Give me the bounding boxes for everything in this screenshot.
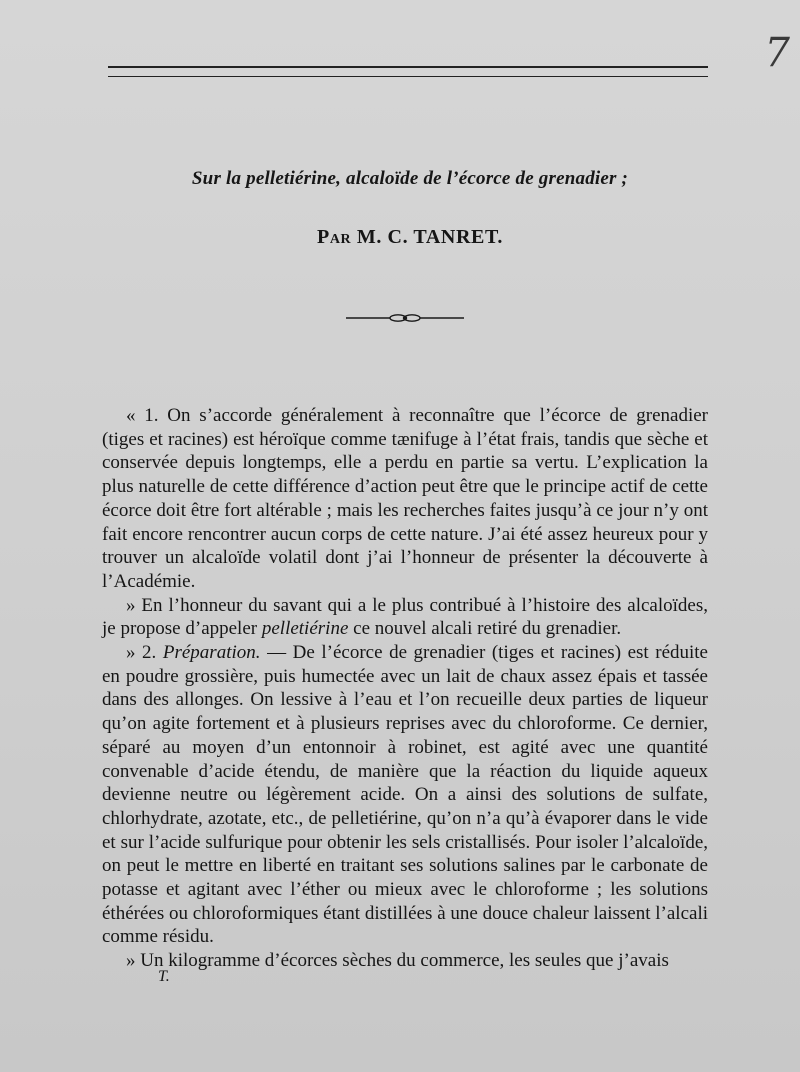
body-paragraph xyxy=(102,404,708,594)
ornamental-rule-icon xyxy=(346,312,464,324)
paragraph-text: » 2. xyxy=(126,642,163,664)
italic-term: pelletiérine xyxy=(261,618,349,640)
page-number: 7 xyxy=(764,30,790,76)
article-body xyxy=(102,404,708,973)
paragraph-text: ce nouvel alcali retiré du grenadier. xyxy=(348,618,622,640)
italic-term: Préparation. xyxy=(162,642,261,664)
body-paragraph xyxy=(102,949,708,973)
paragraph-text: — De l’écorce de grenadier (tiges et racines) est réduite en poudre grossière, puis humectée avec un lait de chaux assez épais et tassée dans des allonges. On lessive à l’eau et l’on recueille deux parties de liqueur qu’on agite fortement et à plusieurs reprises avec du chloroforme. Ce dernier, séparé au moyen d’un entonnoir à robinet, est agité avec une quantité convenable d’acide étendu, de manière que la réaction du liquide aqueux devienne neutre ou légèrement acide. On a ainsi des solutions de sulfate, chlorhydrate, azotate, etc., de pelletiérine, qu’on n’a qu’à évaporer dans le vide et sur l’acide sulfurique pour obtenir les sels cristallisés. Pour isoler l’alcaloïde, on peut le mettre en liberté en traitant ses solutions salines par le carbonate de potasse et agitant avec l’éther ou mieux avec le chloroforme ; les solutions éthérées ou chloroformiques étant distillées à une douce chaleur laissent l’alcali comme résidu. xyxy=(102,642,708,948)
paragraph-text: » Un kilogramme d’écorces sèches du commerce, les seules que j’avais xyxy=(126,950,669,972)
body-paragraph xyxy=(102,641,708,949)
author-name: M. C. TANRET. xyxy=(356,226,503,248)
author-prefix: Par xyxy=(317,226,352,248)
paragraph-text: » En l’honneur du savant qui a le plus contribué à l’histoire des alcaloïdes, je propose d’appeler xyxy=(102,594,708,640)
header-double-rule xyxy=(108,66,708,77)
article-title: Sur la pelletiérine, alcaloïde de l’écorce de grenadier ; xyxy=(191,168,629,189)
signature-mark: T. xyxy=(158,968,170,985)
body-paragraph xyxy=(102,594,708,641)
article-author xyxy=(100,226,720,249)
paragraph-text: « 1. On s’accorde généralement à reconnaître que l’écorce de grenadier (tiges et racines) est héroïque comme tænifuge à l’état frais, tandis que sèche et conservée depuis longtemps, elle a perdu en partie sa vertu. L’explication la plus naturelle de cette différence d’action peut être que le principe actif de cette écorce doit être fort altérable ; mais les recherches faites jusqu’à ce jour n’y ont fait encore rencontrer aucun corps de cette nature. J’ai été assez heureux pour y trouver un alcaloïde volatil dont j’ai l’honneur de présenter la découverte à l’Académie. xyxy=(102,405,708,592)
